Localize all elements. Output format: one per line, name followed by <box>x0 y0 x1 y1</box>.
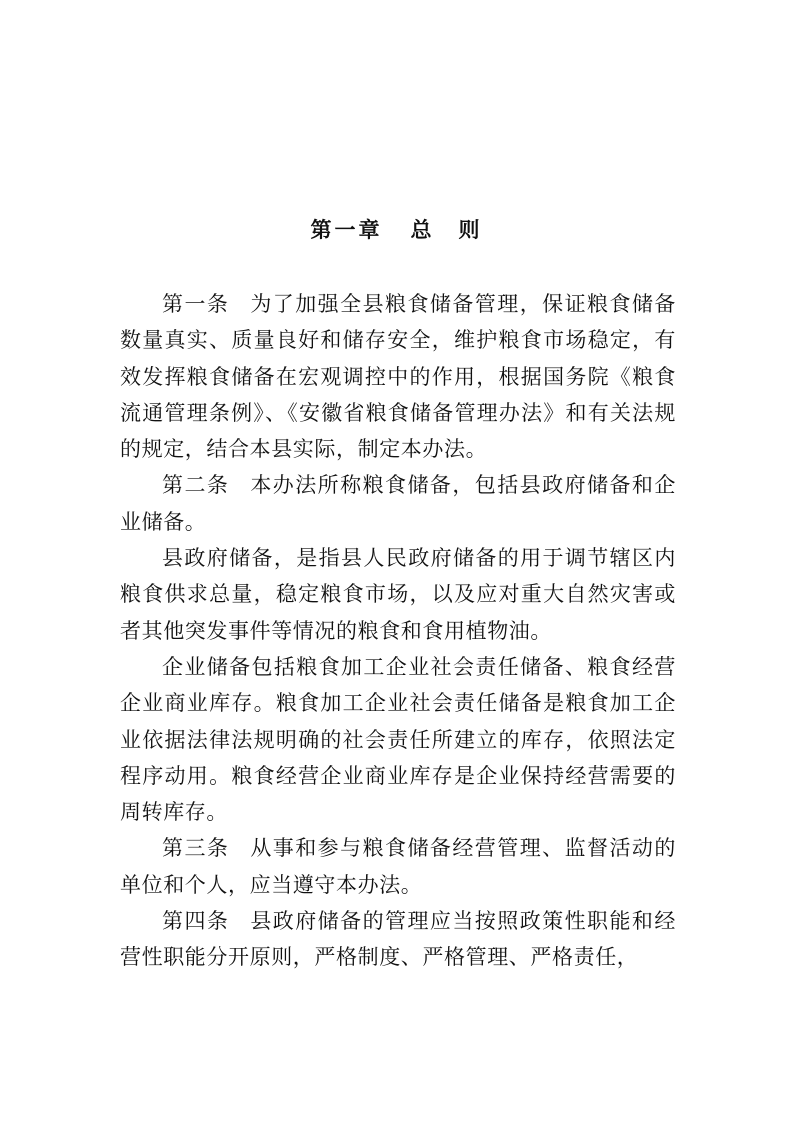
paragraph-article-3 <box>120 830 676 903</box>
paragraph-text: 县政府储备，是指县人民政府储备的用于调节辖区内粮食供求总量，稳定粮食市场，以及应对重大自然灾害或者其他突发事件等情况的粮食和食用植物油。 <box>120 546 676 643</box>
chapter-name: 总 则 <box>410 217 483 242</box>
chapter-number: 第一章 <box>310 217 383 242</box>
paragraph-article-4 <box>120 903 676 976</box>
paragraph-text: 为了加强全县粮食储备管理，保证粮食储备数量真实、质量良好和储存安全，维护粮食市场稳定，有效发挥粮食储备在宏观调控中的作用，根据国务院《粮食流通管理条例》、《安徽省粮食储备管理办法》和有关法规的规定，结合本县实际，制定本办法。 <box>120 292 676 462</box>
paragraph-article-2 <box>120 467 676 540</box>
paragraph-text: 县政府储备的管理应当按照政策性职能和经营性职能分开原则，严格制度、严格管理、严格责任， <box>120 909 676 970</box>
paragraph-enterprise-reserve <box>120 649 676 830</box>
article-number: 第二条 <box>162 473 230 498</box>
paragraph-text: 本办法所称粮食储备，包括县政府储备和企业储备。 <box>120 473 676 534</box>
article-number: 第四条 <box>162 909 230 934</box>
paragraph-text: 企业储备包括粮食加工企业社会责任储备、粮食经营企业商业库存。粮食加工企业社会责任储备是粮食加工企业依据法律法规明确的社会责任所建立的库存，依照法定程序动用。粮食经营企业商业库存是企业保持经营需要的周转库存。 <box>120 654 676 825</box>
paragraph-text: 从事和参与粮食储备经营管理、监督活动的单位和个人，应当遵守本办法。 <box>120 836 676 897</box>
chapter-title <box>0 214 793 246</box>
body-text <box>120 286 676 976</box>
paragraph-article-1 <box>120 286 676 467</box>
article-number: 第三条 <box>162 836 230 861</box>
article-number: 第一条 <box>162 292 230 316</box>
paragraph-county-reserve <box>120 540 676 649</box>
